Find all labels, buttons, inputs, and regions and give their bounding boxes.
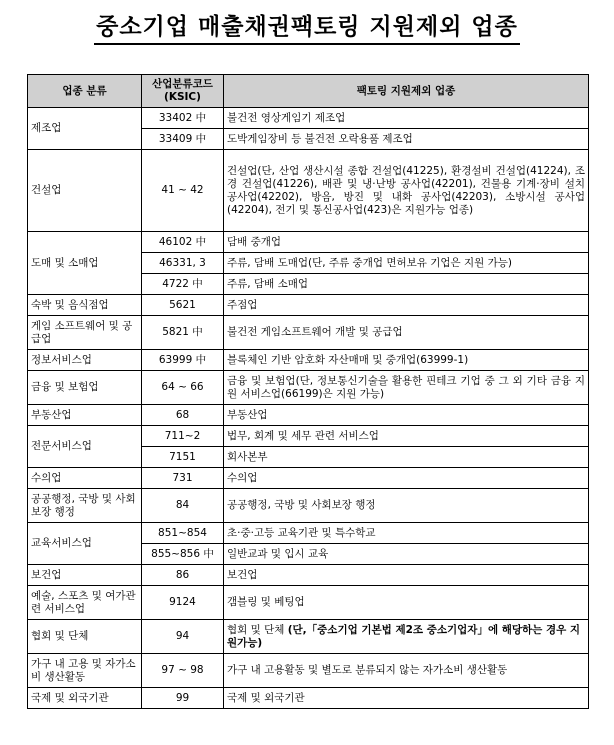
code-cell: 5821 中 <box>142 316 224 350</box>
code-cell: 97 ~ 98 <box>142 654 224 688</box>
header-row <box>28 75 589 108</box>
code-cell: 99 <box>142 688 224 709</box>
category-cell: 제조업 <box>28 108 142 150</box>
desc-cell: 회사본부 <box>224 447 589 468</box>
category-cell: 국제 및 외국기관 <box>28 688 142 709</box>
desc-cell: 금융 및 보험업(단, 정보통신기술을 활용한 핀테크 기업 중 그 외 기타 금융 지원 서비스업(66199)은 지원 가능) <box>224 371 589 405</box>
category-cell: 숙박 및 음식점업 <box>28 295 142 316</box>
desc-cell: 가구 내 고용활동 및 별도로 분류되지 않는 자가소비 생산활동 <box>224 654 589 688</box>
desc-cell: 갬블링 및 베팅업 <box>224 586 589 620</box>
category-cell: 예술, 스포츠 및 여가관련 서비스업 <box>28 586 142 620</box>
desc-plain: 협회 및 단체 <box>227 623 288 636</box>
desc-cell: 블록체인 기반 암호화 자산매매 및 중개업(63999-1) <box>224 350 589 371</box>
table-row <box>28 108 589 129</box>
code-cell: 731 <box>142 468 224 489</box>
category-cell: 금융 및 보험업 <box>28 371 142 405</box>
code-cell: 63999 中 <box>142 350 224 371</box>
code-cell: 4722 中 <box>142 274 224 295</box>
table-row <box>28 426 589 447</box>
code-cell: 851~854 <box>142 523 224 544</box>
code-cell: 7151 <box>142 447 224 468</box>
desc-cell: 법무, 회계 및 세무 관련 서비스업 <box>224 426 589 447</box>
desc-cell: 도박게임장비 등 불건전 오락용품 제조업 <box>224 129 589 150</box>
category-cell: 도매 및 소매업 <box>28 232 142 295</box>
desc-cell: 국제 및 외국기관 <box>224 688 589 709</box>
desc-cell: 담배 중개업 <box>224 232 589 253</box>
table-row <box>28 371 589 405</box>
desc-cell <box>224 620 589 654</box>
desc-cell: 주류, 담배 도매업(단, 주류 중개업 면허보유 기업은 지원 가능) <box>224 253 589 274</box>
code-cell: 5621 <box>142 295 224 316</box>
table-row <box>28 523 589 544</box>
code-cell: 86 <box>142 565 224 586</box>
table-row <box>28 688 589 709</box>
header-category: 업종 분류 <box>28 75 142 108</box>
code-cell: 855~856 中 <box>142 544 224 565</box>
header-desc: 팩토링 지원제외 업종 <box>224 75 589 108</box>
code-cell: 94 <box>142 620 224 654</box>
category-cell: 보건업 <box>28 565 142 586</box>
desc-cell: 공공행정, 국방 및 사회보장 행정 <box>224 489 589 523</box>
code-cell: 33409 中 <box>142 129 224 150</box>
header-code-line2: (KSIC) <box>164 91 201 103</box>
table-row <box>28 405 589 426</box>
table-row <box>28 295 589 316</box>
code-cell: 84 <box>142 489 224 523</box>
category-cell: 교육서비스업 <box>28 523 142 565</box>
page-title: 중소기업 매출채권팩토링 지원제외 업종 <box>94 12 520 45</box>
table-row <box>28 565 589 586</box>
table-row <box>28 489 589 523</box>
code-cell: 41 ~ 42 <box>142 150 224 232</box>
category-cell: 가구 내 고용 및 자가소비 생산활동 <box>28 654 142 688</box>
code-cell: 46331, 3 <box>142 253 224 274</box>
desc-cell: 초·중·고등 교육기관 및 특수학교 <box>224 523 589 544</box>
code-cell: 46102 中 <box>142 232 224 253</box>
category-cell: 정보서비스업 <box>28 350 142 371</box>
table-row <box>28 316 589 350</box>
category-cell: 전문서비스업 <box>28 426 142 468</box>
table-row <box>28 620 589 654</box>
title-wrap <box>0 12 614 45</box>
category-cell: 게임 소프트웨어 및 공급업 <box>28 316 142 350</box>
table-row <box>28 232 589 253</box>
desc-cell: 주류, 담배 소매업 <box>224 274 589 295</box>
header-code <box>142 75 224 108</box>
table-row <box>28 468 589 489</box>
category-cell: 공공행정, 국방 및 사회보장 행정 <box>28 489 142 523</box>
category-cell: 건설업 <box>28 150 142 232</box>
category-cell: 부동산업 <box>28 405 142 426</box>
category-cell: 수의업 <box>28 468 142 489</box>
table-row <box>28 350 589 371</box>
code-cell: 64 ~ 66 <box>142 371 224 405</box>
exclusion-table <box>27 74 589 709</box>
category-cell: 협회 및 단체 <box>28 620 142 654</box>
table-row <box>28 150 589 232</box>
table-row <box>28 654 589 688</box>
desc-bold-note: (단,「중소기업 기본법 제2조 중소기업자」에 해당하는 경우 지원가능) <box>227 623 581 649</box>
desc-cell: 건설업(단, 산업 생산시설 종합 건설업(41225), 환경설비 건설업(41224), 조경 건설업(41226), 배관 및 냉·난방 공사업(42201), 건물용 기계·장비 설치 공사업(42202), 방음, 방진 및 내화 공사업(42203), 소방시설 공사업(42204), 전기 및 통신공사업(423)은 지원가능 업종) <box>224 150 589 232</box>
code-cell: 9124 <box>142 586 224 620</box>
desc-cell: 불건전 게임소프트웨어 개발 및 공급업 <box>224 316 589 350</box>
desc-cell: 부동산업 <box>224 405 589 426</box>
desc-cell: 주점업 <box>224 295 589 316</box>
desc-cell: 보건업 <box>224 565 589 586</box>
code-cell: 711~2 <box>142 426 224 447</box>
desc-cell: 불건전 영상게임기 제조업 <box>224 108 589 129</box>
header-code-line1: 산업분류코드 <box>152 78 213 90</box>
table-row <box>28 586 589 620</box>
code-cell: 33402 中 <box>142 108 224 129</box>
desc-cell: 수의업 <box>224 468 589 489</box>
desc-cell: 일반교과 및 입시 교육 <box>224 544 589 565</box>
code-cell: 68 <box>142 405 224 426</box>
